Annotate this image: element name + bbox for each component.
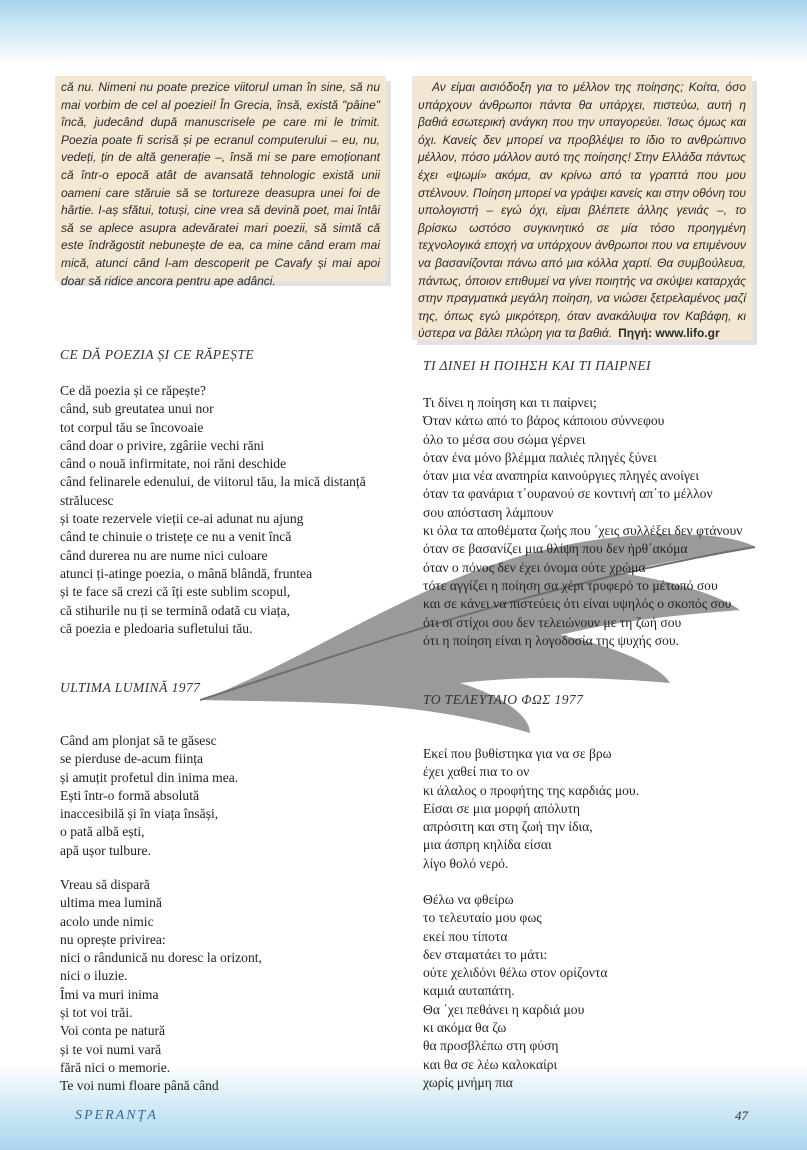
poem2-title-romanian: ULTIMA LUMINĂ 1977	[60, 680, 201, 695]
poem-line: και θα σε λέω καλοκαίρι	[423, 1056, 558, 1072]
poem-line: Îmi va muri inima	[60, 986, 159, 1002]
poem-line: σου απόσταση λάμπουν	[423, 504, 554, 520]
poem-line: când durerea nu are nume nici culoare	[60, 547, 268, 563]
poem-line: nici o iluzie.	[60, 968, 128, 984]
poem2-title-greek: ΤΟ ΤΕΛΕΥΤΑΙΟ ΦΩΣ 1977	[423, 692, 584, 707]
poem-line: Είσαι σε μια μορφή απόλυτη	[423, 800, 581, 816]
poem-line: acolo unde nimic	[60, 913, 154, 929]
poem-line: εκεί που τίποτα	[423, 928, 508, 944]
poem-line: δεν σταματάει το μάτι:	[423, 946, 548, 962]
poem-line: Ce dă poezia și ce răpește?	[60, 383, 207, 398]
poem-line: Τι δίνει η ποίηση και τι παίρνει;	[423, 395, 597, 410]
poem-line: όταν μια νέα αναπηρία καινούργιες πληγές ανοίγει	[423, 468, 700, 484]
poem-line: fără nici o memorie.	[60, 1059, 171, 1075]
poem-line: apă ușor tulbure.	[60, 842, 151, 858]
poem-line: όταν ένα μόνο βλέμμα παλιές πληγές ξύνει	[423, 449, 657, 465]
poem2-stanza2-greek	[423, 891, 763, 1092]
poem-line: ούτε χελιδόνι θέλω στον ορίζοντα	[423, 965, 608, 981]
poem-line: Voi conta pe natură	[60, 1023, 166, 1039]
poem-line: că poezia e pledoaria sufletului tău.	[60, 620, 253, 636]
top-gradient-band	[0, 0, 807, 64]
poem-line: όταν τα φανάρια τ΄ουρανού σε κοντινή απ΄το μέλλον	[423, 486, 713, 502]
page-number: 47	[735, 1108, 748, 1123]
poem-line: inaccesibilă și în viața însăși,	[60, 806, 219, 822]
poem-line: λίγο θολό νερό.	[423, 855, 509, 871]
poem-line: și tot voi trăi.	[60, 1005, 133, 1021]
poem-line: nici o rândunică nu doresc la orizont,	[60, 950, 262, 966]
poem-line: κι ακόμα θα ζω	[423, 1020, 507, 1036]
poem-line: ότι η ποίηση είναι η λογοδοσία της ψυχής σου.	[423, 632, 679, 648]
poem-line: o pată albă ești,	[60, 824, 145, 840]
poem-line: όλο το μέσα σου σώμα γέρνει	[423, 431, 586, 447]
poem2-stanza1-romanian	[60, 732, 380, 860]
poem-line: και σε κάνει να πιστεύεις ότι είναι υψηλός ο σκοπός σου	[423, 596, 732, 612]
poem-line: θα προσβλέπω στη φύση	[423, 1038, 559, 1054]
poem-line: έχει χαθεί πια το ον	[423, 764, 530, 780]
poem-line: atunci ți-atinge poezia, o mână blândă, fruntea	[60, 565, 313, 581]
intro-box-greek	[412, 76, 752, 340]
poem-line: că stihurile nu ți se termină odată cu viața,	[60, 602, 290, 618]
intro-box-romanian	[55, 76, 386, 288]
poem-line: όταν σε βασανίζει μια θλίψη που δεν ήρθ΄ακόμα	[423, 541, 688, 557]
poem-line: το τελευταίο μου φως	[423, 910, 542, 926]
poem-line: καμιά αυταπάτη.	[423, 983, 515, 999]
intro-text-greek: Αν είμαι αισιόδοξη για το μέλλον της ποίησης; Κοίτα, όσο υπάρχουν άνθρωποι πάντα θα υπάρχει, πιστεύω, αυτή η βαθιά εσωτερική ανάγκη που την υπαγορεύει. Ίσως όμως και όχι. Κανείς δεν μπορεί να προβλέψει το ίδιο το ανθρώπινο μέλλον, πόσο μάλλον αυτό της ποίησης! Στην Ελλάδα πάντως έχει «ψωμί» ακόμα, αν κρίνω από τα γραπτά που μου στέλνουν. Ποίηση μπορεί να γράψει κανείς και στην οθόνη του υπολογιστή – εγώ όχι, είμαι βλέπετε άλλης γενιάς –, το βρίσκω ωστόσο συγκινητικό σε μία τόσο προηγμένη τεχνολογικά εποχή να υπάρχουν άνθρωποι που να επιμένουν να βασανίζονται πάνω από μια κόλλα χαρτί. Θα συμβούλευα, πάντως, όποιον επιθυμεί να γίνει ποιητής να σκύψει καταρχάς στην πραγματικά μεγάλη ποίηση, να νιώσει ξετρελαμένος μαζί της, όπως εγώ μικρότερη, όταν ανακάλυψα τον Καβάφη, κι ύστερα να βάλει πλώρη για τα βαθιά.	[418, 80, 746, 341]
poem-line: când doar o privire, zgâriie vechi răni	[60, 437, 265, 453]
poem2-stanza2-romanian	[60, 876, 380, 1096]
poem-line: se pierduse de-acum ființa	[60, 751, 204, 767]
poem-line: când te chinuie o tristețe ce nu a venit încă	[60, 529, 292, 545]
poem1-body-romanian	[60, 382, 380, 638]
magazine-title: SPERANȚA	[75, 1108, 158, 1123]
poem-line: Εκεί που βυθίστηκα για να σε βρω	[423, 746, 612, 761]
poem1-title-romanian: CE DĂ POEZIA ȘI CE RĂPEȘTE	[60, 347, 255, 362]
poem-line: κι άλαλος ο προφήτης της καρδιάς μου.	[423, 782, 640, 798]
poem-line: Te voi numi floare până când	[60, 1078, 219, 1094]
poem-line: τότε αγγίζει η ποίηση σα χέρι τρυφερό το μέτωπό σου	[423, 577, 718, 593]
poem-line: nu oprește privirea:	[60, 931, 166, 947]
poem-line: când felinarele edenului, de viitorul tău, la mică distanță	[60, 474, 366, 490]
poem-line: ultima mea lumină	[60, 895, 162, 911]
poem-line: κι όλα τα αποθέματα ζωής που ΄χεις συλλέξει δεν φτάνουν	[423, 523, 743, 539]
poem-line: și toate rezervele vieții ce-ai adunat nu ajung	[60, 511, 304, 527]
poem-line: și te voi numi vară	[60, 1041, 162, 1057]
poem-line: όταν ο πόνος δεν έχει όνομα ούτε χρώμα	[423, 559, 646, 575]
poem-line: tot corpul tău se încovoaie	[60, 419, 204, 435]
poem2-stanza1-greek	[423, 745, 763, 873]
poem-line: Ești într-o formă absolută	[60, 787, 200, 803]
poem-line: απρόσιτη και στη ζωή την ίδια,	[423, 819, 593, 835]
poem-line: și amuțit profetul din inima mea.	[60, 769, 239, 785]
source-link[interactable]: Πηγή: www.lifo.gr	[618, 326, 720, 341]
poem-line: μια άσπρη κηλίδα είσαι	[423, 837, 552, 853]
poem1-title-greek: ΤΙ ΔΙΝΕΙ Η ΠΟΙΗΣΗ ΚΑΙ ΤΙ ΠΑΙΡΝΕΙ	[423, 358, 651, 373]
poem-line: și te face să crezi că îți este sublim scopul,	[60, 584, 291, 600]
poem-line: strălucesc	[60, 492, 114, 508]
poem-line: ότι οι στίχοι σου δεν τελειώνουν με τη ζωή σου	[423, 614, 682, 630]
poem-line: χωρίς μνήμη πια	[423, 1074, 513, 1090]
poem-line: Θα ΄χει πεθάνει η καρδιά μου	[423, 1001, 585, 1017]
poem-line: Vreau să dispară	[60, 877, 150, 892]
poem-line: când o nouă infirmitate, noi răni deschide	[60, 456, 287, 472]
poem-line: Când am plonjat să te găsesc	[60, 733, 217, 748]
intro-text-romanian: că nu. Nimeni nu poate prezice viitorul uman în sine, să nu mai vorbim de cel al poeziei! În Grecia, însă, există "pâine" încă, judecând după manuscrisele pe care mi le trimit. Poezia poate fi scrisă și pe ecranul computerului – eu, nu, vedeți, țin de altă generație –, însă mi se pare emoționant că într-o epocă atât de avansată tehnologic există unii oameni care stăruie să se tortureze deasupra unei foi de hârtie. I-aș sfătui, totuși, cine vrea să devină poet, mai întâi să se aplece asupra adevăratei mari poezii, să simtă că este îndrăgostit nebunește de ea, ca mine când eram mai mică, atunci când l-am descoperit pe Cavafy și mai apoi doar să ridice ancora pentru ape adânci.	[61, 80, 380, 288]
poem1-body-greek	[423, 394, 763, 650]
poem-line: când, sub greutatea unui nor	[60, 401, 214, 417]
poem-line: Όταν κάτω από το βάρος κάποιου σύννεφου	[423, 413, 665, 429]
poem-line: Θέλω να φθείρω	[423, 892, 514, 907]
